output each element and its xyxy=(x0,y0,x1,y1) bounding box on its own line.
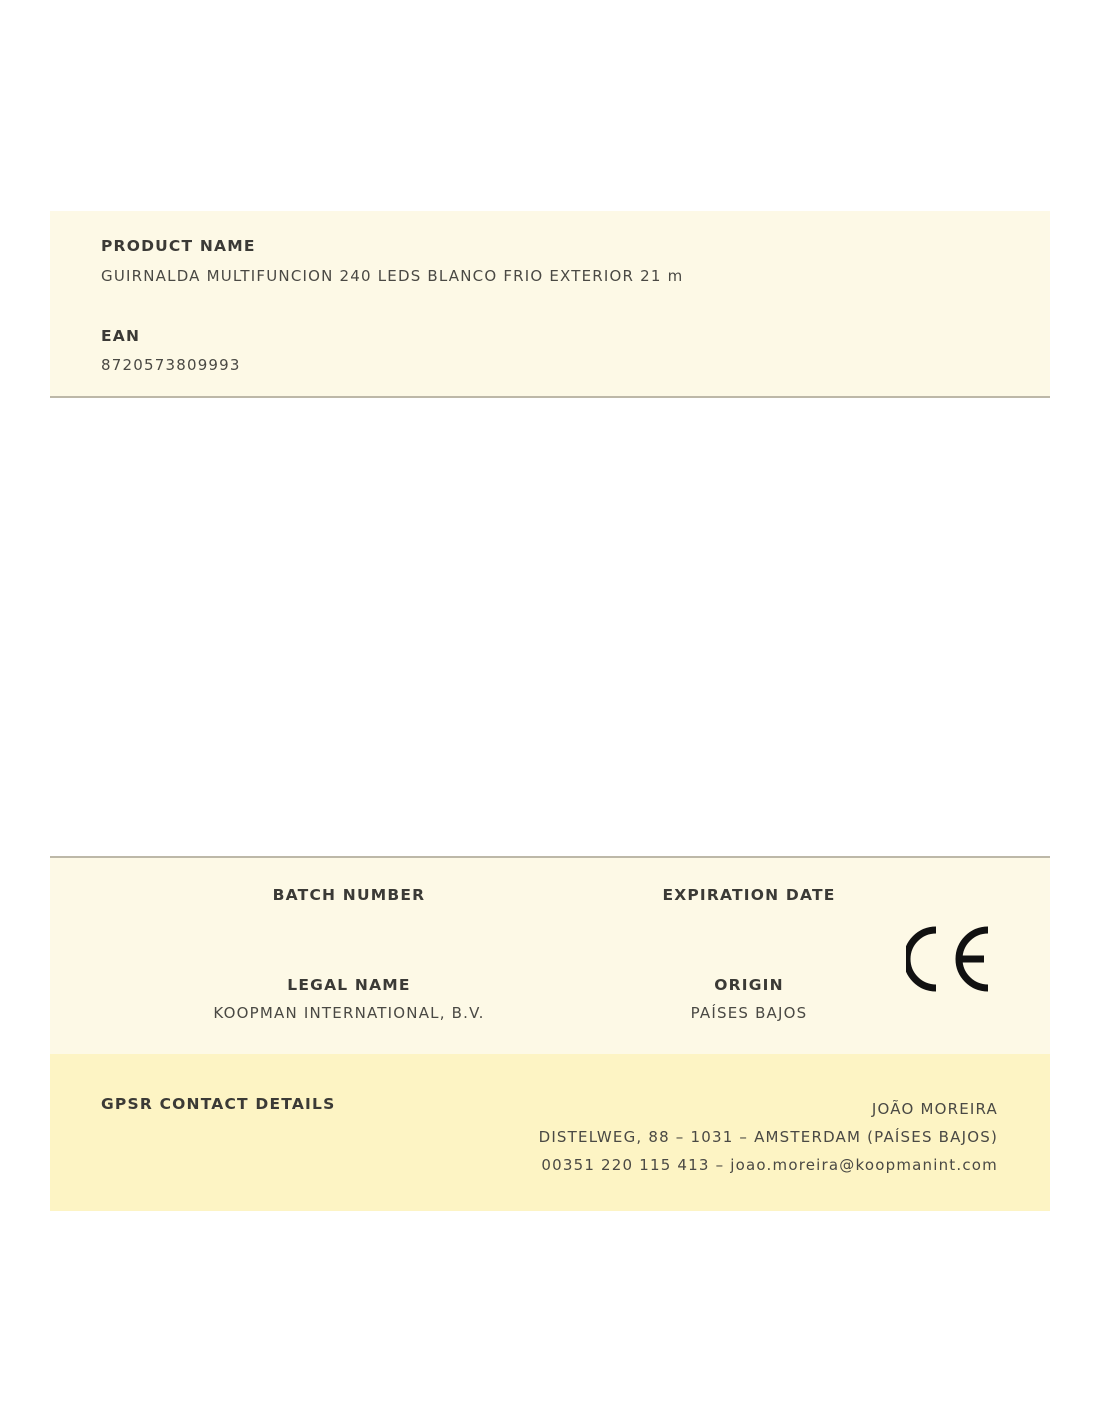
origin-label: ORIGIN xyxy=(714,976,784,994)
contact-address: DISTELWEG, 88 – 1031 – AMSTERDAM (PAÍSES BAJOS) xyxy=(538,1128,998,1146)
ce-mark-icon xyxy=(906,926,996,992)
expiration-date-label: EXPIRATION DATE xyxy=(662,886,836,904)
contact-name: JOÃO MOREIRA xyxy=(871,1100,998,1118)
contact-panel xyxy=(50,1054,1050,1211)
contact-details xyxy=(539,1095,998,1179)
info-panel xyxy=(50,856,1050,1056)
product-panel xyxy=(50,211,1050,398)
ean-label: EAN xyxy=(101,327,141,345)
product-name-value: GUIRNALDA MULTIFUNCION 240 LEDS BLANCO FRIO EXTERIOR 21 m xyxy=(101,267,684,285)
origin-value: PAÍSES BAJOS xyxy=(690,1004,808,1022)
contact-phone-email: 00351 220 115 413 – joao.moreira@koopmanint.com xyxy=(541,1156,998,1174)
gpsr-contact-label: GPSR CONTACT DETAILS xyxy=(101,1095,336,1113)
ean-value: 8720573809993 xyxy=(101,356,241,374)
legal-name-label: LEGAL NAME xyxy=(287,976,411,994)
legal-name-value: KOOPMAN INTERNATIONAL, B.V. xyxy=(213,1004,485,1022)
batch-number-label: BATCH NUMBER xyxy=(272,886,426,904)
product-name-label: PRODUCT NAME xyxy=(101,237,256,255)
